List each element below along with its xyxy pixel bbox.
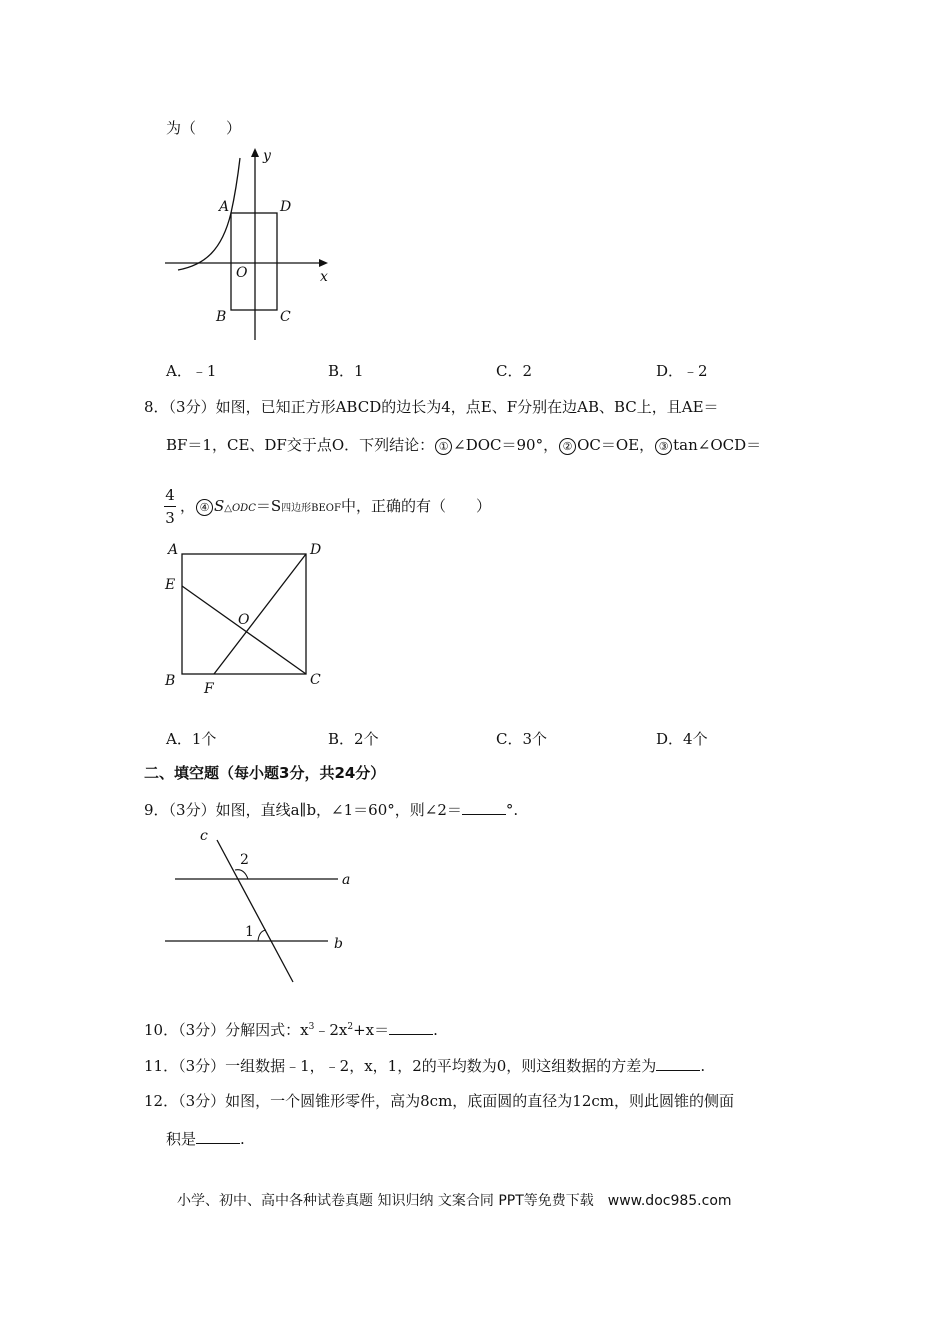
q7-figure bbox=[160, 140, 340, 345]
q8-line3-b: 中，正确的有（ ） bbox=[340, 497, 491, 515]
q8-line3-sub2: 四边形BEOF bbox=[281, 503, 341, 514]
q8-circle-3: ③ bbox=[655, 438, 672, 455]
q7-label-c: C bbox=[280, 309, 291, 325]
q8-label-e: E bbox=[165, 577, 176, 593]
q9-label-b: b bbox=[334, 936, 343, 952]
q9-text-b: °. bbox=[505, 801, 519, 819]
q7-label-a: A bbox=[219, 199, 230, 215]
q9-label-one: 1 bbox=[245, 924, 254, 940]
q8-figure bbox=[160, 538, 340, 698]
q8-circle-2: ② bbox=[559, 438, 576, 455]
q7-option-c: C．2 bbox=[496, 362, 533, 380]
q11-text-b: . bbox=[700, 1057, 706, 1075]
q8-line2-a: BF＝1，CE、DF交于点O．下列结论： bbox=[166, 436, 435, 454]
q8-line3 bbox=[180, 499, 491, 516]
q8-fraction bbox=[164, 486, 176, 527]
q9-text-a: 9．（3分）如图，直线a∥b，∠1＝60°，则∠2＝ bbox=[144, 801, 462, 819]
q8-label-a: A bbox=[168, 542, 179, 558]
q11-text-a: 11．（3分）一组数据﹣1，﹣2，x，1，2的平均数为0，则这组数据的方差为 bbox=[144, 1057, 657, 1075]
q12-line2-a: 积是 bbox=[166, 1130, 197, 1148]
q7-rectangle bbox=[231, 213, 277, 310]
q7-y-arrow bbox=[251, 148, 259, 157]
q8-label-c: C bbox=[310, 672, 321, 688]
q8-line3-s1: S bbox=[214, 497, 225, 515]
q10-text-d: . bbox=[433, 1021, 438, 1039]
q10-sup-1: 3 bbox=[308, 1022, 315, 1032]
q8-label-d: D bbox=[310, 542, 322, 558]
q9-line-c bbox=[217, 840, 293, 982]
q8-circle-1: ① bbox=[435, 438, 452, 455]
q8-line2-d: tan∠OCD＝ bbox=[673, 436, 762, 454]
q11-text bbox=[144, 1058, 705, 1074]
q8-option-b: B．2个 bbox=[328, 730, 379, 748]
q8-segment-df bbox=[214, 554, 306, 674]
q7-label-b: B bbox=[216, 309, 227, 325]
q9-label-a: a bbox=[342, 872, 351, 888]
q9-label-c: c bbox=[200, 828, 208, 844]
section2-title: 二、填空题（每小题3分，共24分） bbox=[144, 764, 386, 782]
q7-label-x: x bbox=[320, 269, 328, 285]
q7-option-a: A．﹣1 bbox=[166, 362, 217, 380]
q7-option-b: B．1 bbox=[328, 362, 364, 380]
q7-label-y: y bbox=[263, 148, 271, 164]
q7-label-o: O bbox=[236, 265, 248, 281]
q9-text bbox=[144, 802, 518, 818]
q8-line3-sub1: △ODC bbox=[224, 503, 256, 514]
q8-line3-eq: ＝S bbox=[255, 497, 282, 515]
q9-figure bbox=[160, 822, 360, 987]
q8-line2-b: ∠DOC＝90°， bbox=[453, 436, 559, 454]
q8-label-o: O bbox=[238, 612, 250, 628]
q8-label-f: F bbox=[204, 681, 214, 697]
q8-line1-text: （3分）如图，已知正方形ABCD的边长为4，点E、F分别在边AB、BC上，且AE＝ bbox=[168, 398, 719, 416]
q8-fraction-bar bbox=[164, 506, 176, 507]
q11-answer-blank bbox=[656, 1058, 700, 1071]
q8-line2-c: OC＝OE， bbox=[577, 436, 655, 454]
q12-line2 bbox=[166, 1131, 245, 1147]
q7-option-d: D．﹣2 bbox=[656, 362, 708, 380]
q8-label-b: B bbox=[165, 673, 176, 689]
q10-sup-2: 2 bbox=[347, 1022, 354, 1032]
q7-x-arrow bbox=[319, 259, 328, 267]
q8-line3-a: ， bbox=[180, 497, 196, 515]
q10-answer-blank bbox=[389, 1022, 433, 1035]
q8-segment-ce bbox=[182, 586, 306, 674]
q7-tail: 为（ ） bbox=[166, 119, 242, 137]
q10-text-b: ﹣2x bbox=[314, 1021, 348, 1039]
q8-option-a: A．1个 bbox=[166, 730, 217, 748]
q10-text-a: 10．（3分）分解因式：x bbox=[144, 1021, 309, 1039]
q12-line2-b: . bbox=[240, 1130, 245, 1148]
q8-fraction-numerator: 4 bbox=[165, 486, 175, 504]
q8-line2 bbox=[166, 438, 761, 455]
q9-angle-1-arc bbox=[258, 930, 266, 941]
q12-line1: 12．（3分）如图，一个圆锥形零件，高为8cm，底面圆的直径为12cm，则此圆锥的侧面 bbox=[144, 1092, 735, 1110]
q8-number: 8． bbox=[144, 398, 169, 416]
q9-answer-blank bbox=[462, 802, 506, 815]
q8-option-c: C．3个 bbox=[496, 730, 548, 748]
q8-fraction-denominator: 3 bbox=[165, 509, 175, 527]
q12-answer-blank bbox=[196, 1131, 240, 1144]
q10-text bbox=[144, 1022, 438, 1038]
q8-option-d: D．4个 bbox=[656, 730, 708, 748]
q8-line1 bbox=[144, 400, 719, 415]
q7-label-d: D bbox=[280, 199, 292, 215]
q10-text-c: +x＝ bbox=[353, 1021, 390, 1039]
q9-label-two: 2 bbox=[240, 852, 249, 868]
q8-circle-4: ④ bbox=[196, 499, 213, 516]
page-footer: 小学、初中、高中各种试卷真题 知识归纳 文案合同 PPT等免费下载 www.doc985.com bbox=[177, 1193, 732, 1209]
